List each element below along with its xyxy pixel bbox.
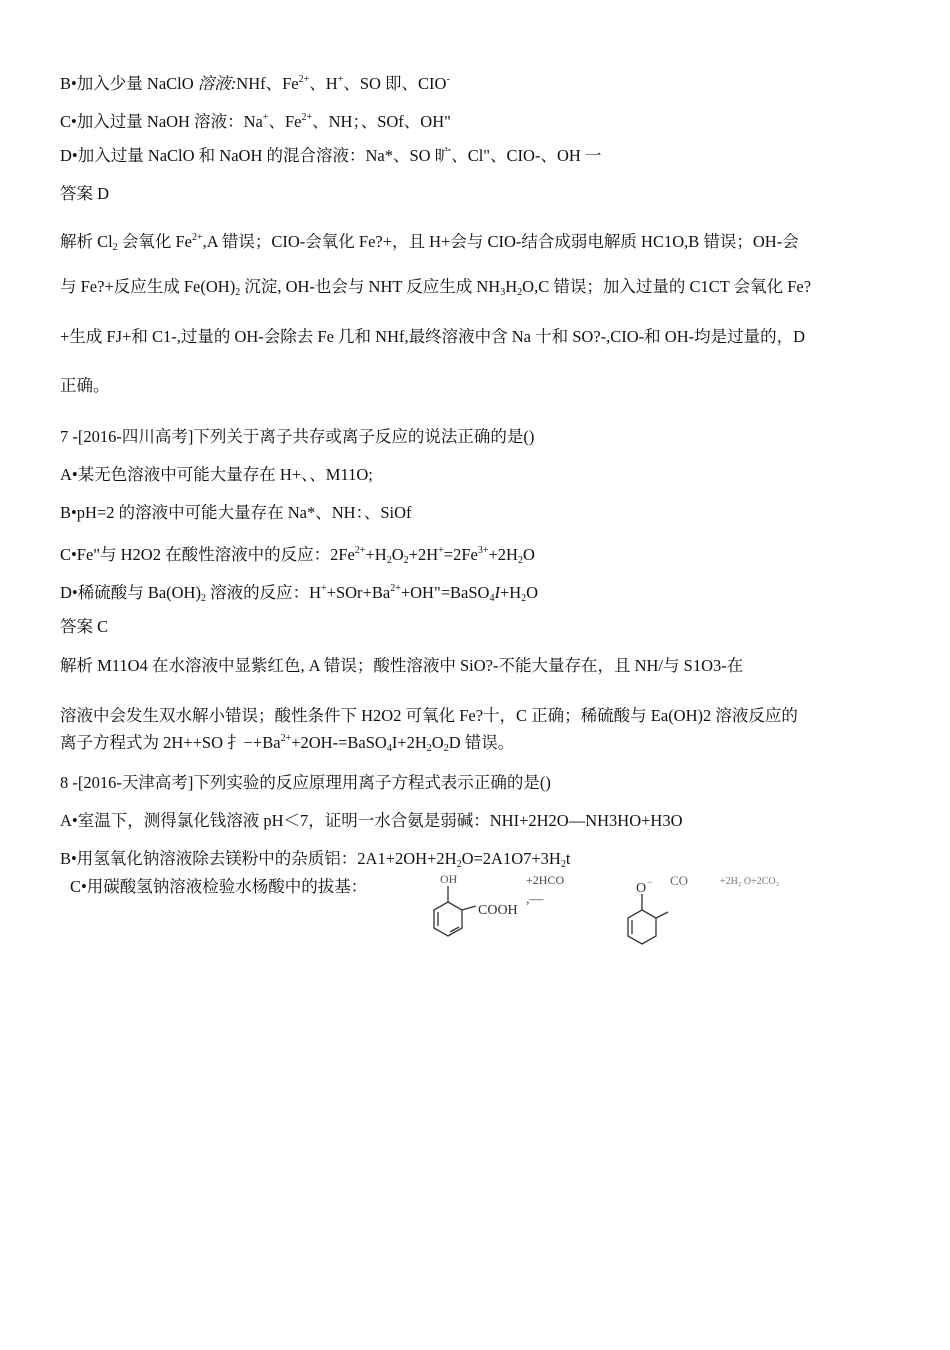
question-7-option-c: C•Fe"与 H2O2 在酸性溶液中的反应：$2Fe^{2+}+H_2O_2+2H^+=2Fe^{3+}+2H_2O$ (60, 545, 535, 566)
option-c-line: C•加入过量 NaOH 溶液：Na+、$Fe^{2+}$、NH；、SOf、OH" (60, 112, 451, 131)
reaction-arrow: ,— (526, 892, 544, 907)
carboxyl-label: COOH (478, 903, 518, 918)
oxide-label: O (636, 881, 647, 896)
reaction-figure (400, 870, 820, 970)
question-8-option-b: B•用氢氧化钠溶液除去镁粉中的杂质铝：$2A1+2OH+2H_2O=2A1O7+3H_2t$ (60, 849, 571, 870)
co-label: CO (670, 873, 689, 888)
question-8-option-a: A•室温下，测得氯化钱溶液 pH＜7，证明一水合氨是弱碱：NHI+2H2O—NH3HO+H3O (60, 811, 683, 830)
answer-1: 答案 D (60, 184, 110, 203)
explanation-7-line-3: 离子方程式为 2H++SO 扌$-+Ba^{2+}+2OH-=BaSO_4I+2H_2O_2D$ 错误。 (60, 733, 515, 754)
product-structure (628, 894, 668, 944)
products-tail-label: +2H₂ O+2CO₂ (720, 876, 780, 887)
salicylic-acid-structure (434, 886, 476, 936)
explanation-1-line-2: 与 Fe?+反应生成 $Fe(OH)_2$ 沉淀, OH-也会与 NHT 反应生成 $NH_3H_2O,C$ 错误；加入过量的 C1CT 会氧化 Fe? (60, 277, 812, 298)
question-7-option-d: D•稀硫酸与 $Ba(OH)_2$ 溶液的反应：$H^++SOr+Ba^{2+}+OH"=BaSO_4I+H_2O$ (60, 583, 539, 604)
question-7-option-b: B•pH=2 的溶液中可能大量存在 Na*、NH：、SiOf (60, 503, 412, 522)
explanation-1-line-3: +生成 FJ+和 C1-,过量的 OH-会除去 Fe 几和 NHf,最终溶液中含 Na 十和 SO?-,CIO-和 OH-均是过量的，D (60, 327, 806, 346)
explanation-7-line-2: 溶液中会发生双水解小错误；酸性条件下 H2O2 可氧化 Fe?十，C 正确；稀硫酸与 Ea(OH)2 溶液反应的 (60, 706, 798, 725)
question-8: 8 -[2016-天津高考]下列实验的反应原理用离子方程式表示正确的是() (60, 773, 551, 792)
question-7-option-a: A•某无色溶液中可能大量存在 H+、、M11O; (60, 465, 373, 484)
reagent-label: +2HCO (526, 873, 565, 887)
question-8-option-c: C•用碳酸氢钠溶液检验水杨酸中的拔基： (70, 877, 368, 896)
charge-label: − (647, 877, 653, 887)
explanation-1-line-4: 正确。 (60, 376, 110, 395)
option-d-line: D•加入过量 NaClO 和 NaOH 的混合溶液：Na*、SO 旷、Cl"、CIO-、OH 一 (60, 146, 602, 165)
answer-7: 答案 C (60, 617, 109, 636)
explanation-7-line-1: 解析 M11O4 在水溶液中显紫红色, A 错误；酸性溶液中 SiO?-不能大量存在，且 NH/与 S1O3-在 (60, 656, 744, 675)
hydroxyl-label: OH (440, 872, 458, 886)
question-7: 7 -[2016-四川高考]下列关于离子共存或离子反应的说法正确的是() (60, 427, 535, 446)
option-b-line: B•加入少量 NaClO 溶液:NHf、$Fe^{2+}$、H+、SO 即、CIO- (60, 74, 450, 93)
explanation-1-line-1: 解析 $Cl_2$ 会氧化 $Fe^{2+},A$ 错误；CIO-会氧化 Fe?+，且 H+会与 CIO-结合成弱电解质 HC1O,B 错误；OH-会 (60, 232, 799, 253)
